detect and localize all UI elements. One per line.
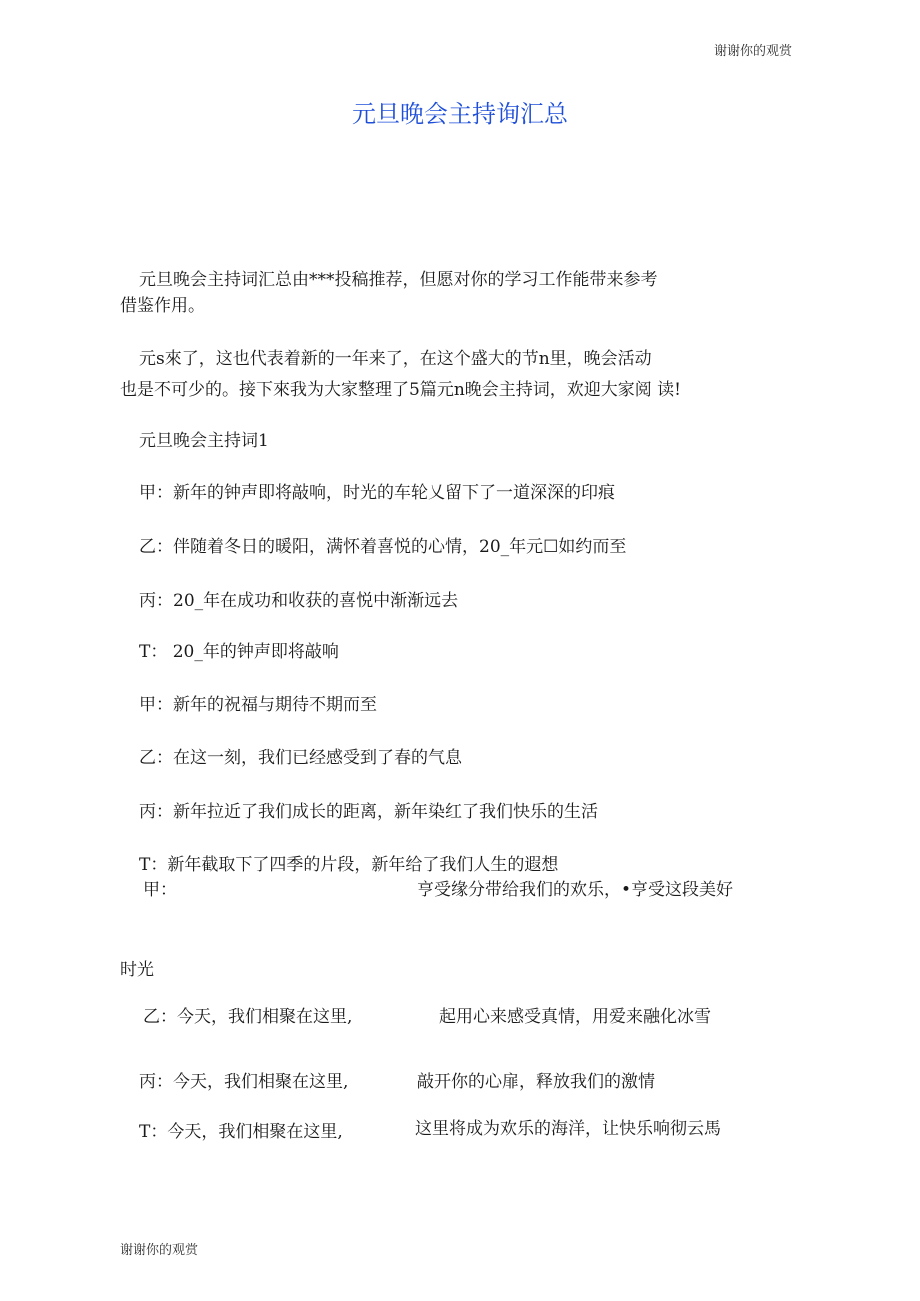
wrapped-word: 时光 — [120, 960, 154, 980]
intro-paragraph-1-line-2: 借鉴作用。 — [120, 296, 205, 316]
document-title: 元旦晚会主持询汇总 — [352, 100, 568, 128]
pair-left: 乙：今天，我们相聚在这里, — [143, 1007, 353, 1027]
script-line: 乙：在这一刻，我们已经感受到了春的气息 — [139, 748, 462, 768]
script-line: 甲：新年的祝福与期待不期而至 — [139, 695, 377, 715]
page-footer: 谢谢你的观赏 — [120, 1243, 199, 1258]
script-line: 丙：20_年在成功和收获的喜悦中渐渐远去 — [139, 591, 459, 611]
intro-paragraph-2-line-1: 元s來了，这也代表着新的一年来了，在这个盛大的节n里，晚会活动 — [139, 349, 652, 369]
pair-right: 敲开你的心扉，释放我们的激情 — [417, 1072, 655, 1092]
script-line: 丙：新年拉近了我们成长的距离，新年染红了我们快乐的生活 — [139, 802, 598, 822]
pair-left: 丙：今天，我们相聚在这里, — [139, 1072, 349, 1092]
split-line-text: 亨受缘分带给我们的欢乐，•亨受这段美好 — [417, 880, 734, 900]
page-header: 谢谢你的观赏 — [714, 44, 793, 59]
pair-right: 这里将成为欢乐的海洋，让快乐响彻云馬 — [415, 1119, 721, 1139]
script-line: T： 20_年的钟声即将敲响 — [139, 642, 339, 662]
split-line-speaker: 甲： — [143, 880, 177, 900]
section-title: 元旦晚会主持词1 — [139, 431, 269, 451]
intro-paragraph-2-line-2: 也是不可少的。接下來我为大家整理了5篇元n晚会主持词，欢迎大家阅 读! — [120, 380, 681, 400]
pair-left: T：今天，我们相聚在这里, — [139, 1122, 343, 1142]
intro-paragraph-1-line-1: 元旦晚会主持词汇总由***投稿推荐，但愿对你的学习工作能带来参考 — [139, 270, 658, 290]
script-line: 甲：新年的钟声即将敲响，时光的车轮乂留下了一道深深的印痕 — [139, 483, 615, 503]
script-line: 乙：伴随着冬日的暖阳，满怀着喜悦的心情，20_年元☐如约而至 — [139, 537, 627, 557]
pair-right: 起用心来感受真情，用爱来融化冰雪 — [439, 1007, 711, 1027]
script-line: T：新年截取下了四季的片段，新年给了我们人生的遐想 — [139, 855, 559, 875]
